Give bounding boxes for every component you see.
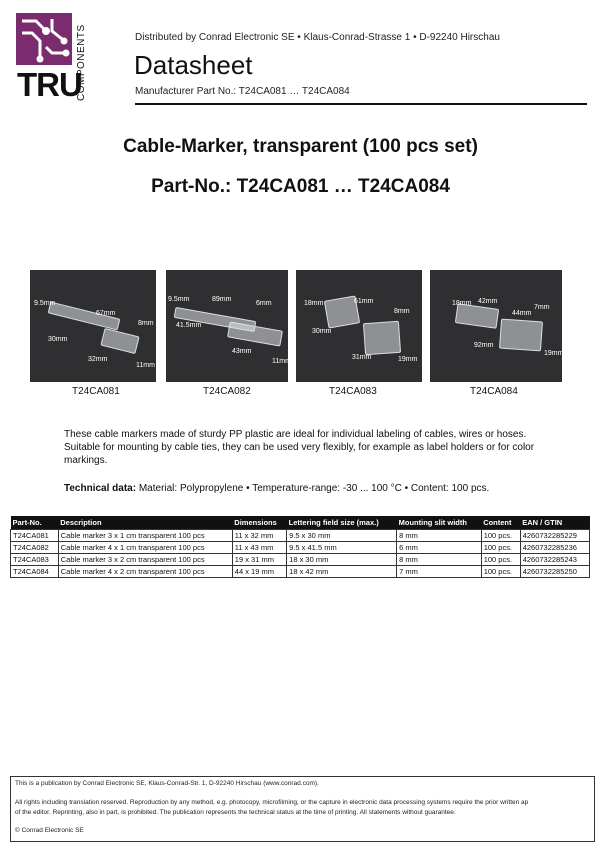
table-row bbox=[11, 530, 590, 542]
table-cell: 100 pcs. bbox=[481, 542, 520, 554]
dim-label: 30mm bbox=[48, 336, 68, 343]
part-number-heading: Part-No.: T24CA081 … T24CA084 bbox=[151, 176, 450, 197]
photo-caption: T24CA082 bbox=[203, 386, 251, 397]
footer-disclaimer: of the editor. Reprinting, also in part, is prohibited. The publication represents the technical status at the time of printing. All statements without guarantee. bbox=[15, 809, 456, 816]
photo-caption: T24CA083 bbox=[329, 386, 377, 397]
column-header: Dimensions bbox=[232, 516, 286, 530]
dim-label: 31mm bbox=[352, 354, 372, 361]
table-cell: Cable marker 3 x 1 cm transparent 100 pcs bbox=[58, 530, 232, 542]
column-header: EAN / GTIN bbox=[520, 516, 589, 530]
logo-brand: TRU bbox=[17, 66, 82, 103]
table-cell: 11 x 32 mm bbox=[232, 530, 286, 542]
column-header: Part-No. bbox=[11, 516, 59, 530]
datasheet-title: Datasheet bbox=[134, 50, 253, 80]
table-cell: 100 pcs. bbox=[481, 554, 520, 566]
dim-label: 8mm bbox=[138, 320, 154, 327]
circuit-logo-icon bbox=[16, 13, 72, 65]
column-header: Mounting slit width bbox=[397, 516, 482, 530]
footer-publisher: This is a publication by Conrad Electronic SE, Klaus-Conrad-Str. 1, D-92240 Hirschau (www.conrad.com). bbox=[15, 780, 319, 787]
logo-sub: COMPONENTS bbox=[76, 24, 87, 101]
distributor-line: Distributed by Conrad Electronic SE • Klaus-Conrad-Strasse 1 • D-92240 Hirschau bbox=[135, 32, 500, 43]
dim-label: 19mm bbox=[544, 350, 564, 357]
table-cell: Cable marker 3 x 2 cm transparent 100 pcs bbox=[58, 554, 232, 566]
dim-label: 9.5mm bbox=[168, 296, 190, 303]
table-cell: 19 x 31 mm bbox=[232, 554, 286, 566]
column-header: Lettering field size (max.) bbox=[287, 516, 397, 530]
product-title: Cable-Marker, transparent (100 pcs set) bbox=[123, 136, 478, 157]
product-photo-2 bbox=[166, 270, 291, 382]
product-photo-1 bbox=[30, 270, 156, 382]
table-cell: Cable marker 4 x 2 cm transparent 100 pcs bbox=[58, 566, 232, 578]
table-cell: Cable marker 4 x 1 cm transparent 100 pcs bbox=[58, 542, 232, 554]
dim-label: 8mm bbox=[394, 308, 410, 315]
product-photo-3 bbox=[296, 270, 422, 382]
dim-label: 11mm bbox=[136, 362, 155, 369]
dim-label: 6mm bbox=[256, 300, 272, 307]
dim-label: 18mm bbox=[304, 300, 324, 307]
photo-caption: T24CA081 bbox=[72, 386, 120, 397]
product-photo-4 bbox=[430, 270, 562, 382]
table-cell: 18 x 30 mm bbox=[287, 554, 397, 566]
dim-label: 19mm bbox=[398, 356, 418, 363]
dim-label: 44mm bbox=[512, 310, 532, 317]
dim-label: 32mm bbox=[88, 356, 108, 363]
dim-label: 7mm bbox=[534, 304, 550, 311]
table-cell: 44 x 19 mm bbox=[232, 566, 286, 578]
product-description: These cable markers made of sturdy PP plastic are ideal for individual labeling of cables, wires or hoses. Suitable for mounting by cable ties, they can be used very flexibly, for example as label holders or for color markings. bbox=[64, 429, 535, 466]
dim-label: 92mm bbox=[474, 342, 494, 349]
dim-label: 11mm bbox=[272, 358, 291, 365]
table-cell: 8 mm bbox=[397, 530, 482, 542]
dim-label: 42mm bbox=[478, 298, 498, 305]
dim-label: 41.5mm bbox=[176, 322, 202, 329]
table-cell: 7 mm bbox=[397, 566, 482, 578]
technical-data bbox=[64, 482, 554, 495]
dim-label: 18mm bbox=[452, 300, 472, 307]
dim-label: 43mm bbox=[232, 348, 252, 355]
column-header: Content bbox=[481, 516, 520, 530]
dim-label: 9.5mm bbox=[34, 300, 56, 307]
table-cell: T24CA082 bbox=[11, 542, 59, 554]
technical-data-label: Technical data: bbox=[64, 483, 137, 494]
table-cell: 18 x 42 mm bbox=[287, 566, 397, 578]
table-cell: 100 pcs. bbox=[481, 530, 520, 542]
table-cell: 4260732285229 bbox=[520, 530, 589, 542]
table-cell: 8 mm bbox=[397, 554, 482, 566]
table-cell: 4260732285250 bbox=[520, 566, 589, 578]
technical-data-text: Material: Polypropylene • Temperature-range: -30 ... 100 °C • Content: 100 pcs. bbox=[136, 483, 490, 494]
table-cell: 6 mm bbox=[397, 542, 482, 554]
header-divider bbox=[135, 103, 587, 105]
table-row bbox=[11, 554, 590, 566]
table-cell: T24CA081 bbox=[11, 530, 59, 542]
manufacturer-part-no: Manufacturer Part No.: T24CA081 … T24CA084 bbox=[135, 86, 350, 97]
dim-label: 89mm bbox=[212, 296, 232, 303]
table-header-row bbox=[11, 516, 590, 530]
table-cell: 9.5 x 30 mm bbox=[287, 530, 397, 542]
table-cell: 4260732285236 bbox=[520, 542, 589, 554]
table-cell: T24CA083 bbox=[11, 554, 59, 566]
footer-copyright: © Conrad Electronic SE bbox=[15, 827, 84, 834]
dim-label: 61mm bbox=[354, 298, 374, 305]
table-row bbox=[11, 542, 590, 554]
table-cell: T24CA084 bbox=[11, 566, 59, 578]
table-cell: 4260732285243 bbox=[520, 554, 589, 566]
dim-label: 30mm bbox=[312, 328, 332, 335]
footer-rights: All rights including translation reserved. Reproduction by any method, e.g. photocopy, microfilming, or the capture in electronic data processing systems require the prior written ap bbox=[15, 799, 529, 806]
column-header: Description bbox=[58, 516, 232, 530]
tru-components-logo bbox=[16, 13, 90, 103]
table-cell: 11 x 43 mm bbox=[232, 542, 286, 554]
publication-footer bbox=[10, 776, 595, 842]
dim-label: 67mm bbox=[96, 310, 116, 317]
table-cell: 100 pcs. bbox=[481, 566, 520, 578]
table-row bbox=[11, 566, 590, 578]
spec-table bbox=[10, 516, 590, 578]
photo-caption: T24CA084 bbox=[470, 386, 518, 397]
table-cell: 9.5 x 41.5 mm bbox=[287, 542, 397, 554]
